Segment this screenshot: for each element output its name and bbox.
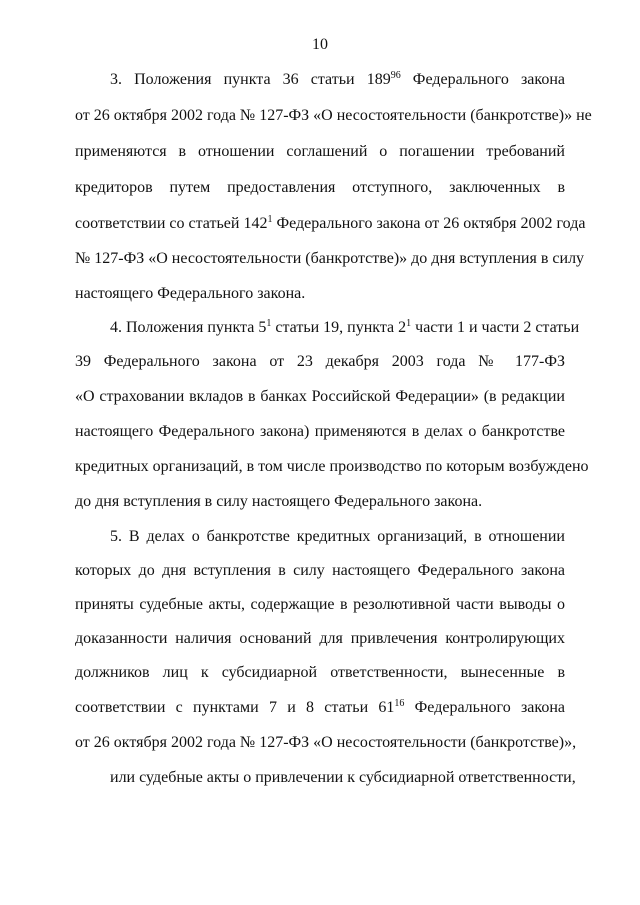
text-line: «О страховании вкладов в банках Российской Федерации» (в редакции <box>75 388 565 405</box>
text-line: должников лиц к субсидиарной ответственности, вынесенные в <box>75 664 565 681</box>
text-line: соответствии с пунктами 7 и 8 статьи $61^{16}$ Федерального закона <box>75 698 566 716</box>
text-line: доказанности наличия оснований для привлечения контролирующих <box>75 630 565 647</box>
text-line: от 26 октября 2002 года № 127-ФЗ «О несостоятельности (банкротстве)» не <box>75 107 592 124</box>
text-line: приняты судебные акты, содержащие в резолютивной части выводы о <box>75 596 565 613</box>
text-line: кредитных организаций, в том числе производство по которым возбуждено <box>75 458 589 475</box>
text-line: применяются в отношении соглашений о погашении требований <box>75 143 565 160</box>
text-line: 3. Положения пункта 36 статьи $189^{96}$ Федерального закона <box>110 70 565 88</box>
text-line: настоящего Федерального закона) применяются в делах о банкротстве <box>75 423 565 440</box>
text-line: настоящего Федерального закона. <box>75 285 306 302</box>
text-line: № 127-ФЗ «О несостоятельности (банкротстве)» до дня вступления в силу <box>75 250 585 267</box>
text-line: 5. В делах о банкротстве кредитных организаций, в отношении <box>110 528 565 545</box>
text-line: 39 Федерального закона от 23 декабря 2003 года № 177-ФЗ <box>75 353 565 370</box>
text-line: от 26 октября 2002 года № 127-ФЗ «О несостоятельности (банкротстве)», <box>75 734 577 751</box>
text-line: 4. Положения пункта $5^1$ статьи 19, пункта $2^1$ части 1 и части 2 статьи <box>110 318 580 336</box>
text-line: кредиторов путем предоставления отступного, заключенных в <box>75 179 565 196</box>
page-number: 10 <box>312 36 328 53</box>
text-line: до дня вступления в силу настоящего Федерального закона. <box>75 493 483 510</box>
text-line: или судебные акты о привлечении к субсидиарной ответственности, <box>110 769 576 786</box>
text-line: соответствии со статьей $142^1$ Федерального закона от 26 октября 2002 года <box>75 214 586 232</box>
text-line: которых до дня вступления в силу настоящего Федерального закона <box>75 562 565 579</box>
